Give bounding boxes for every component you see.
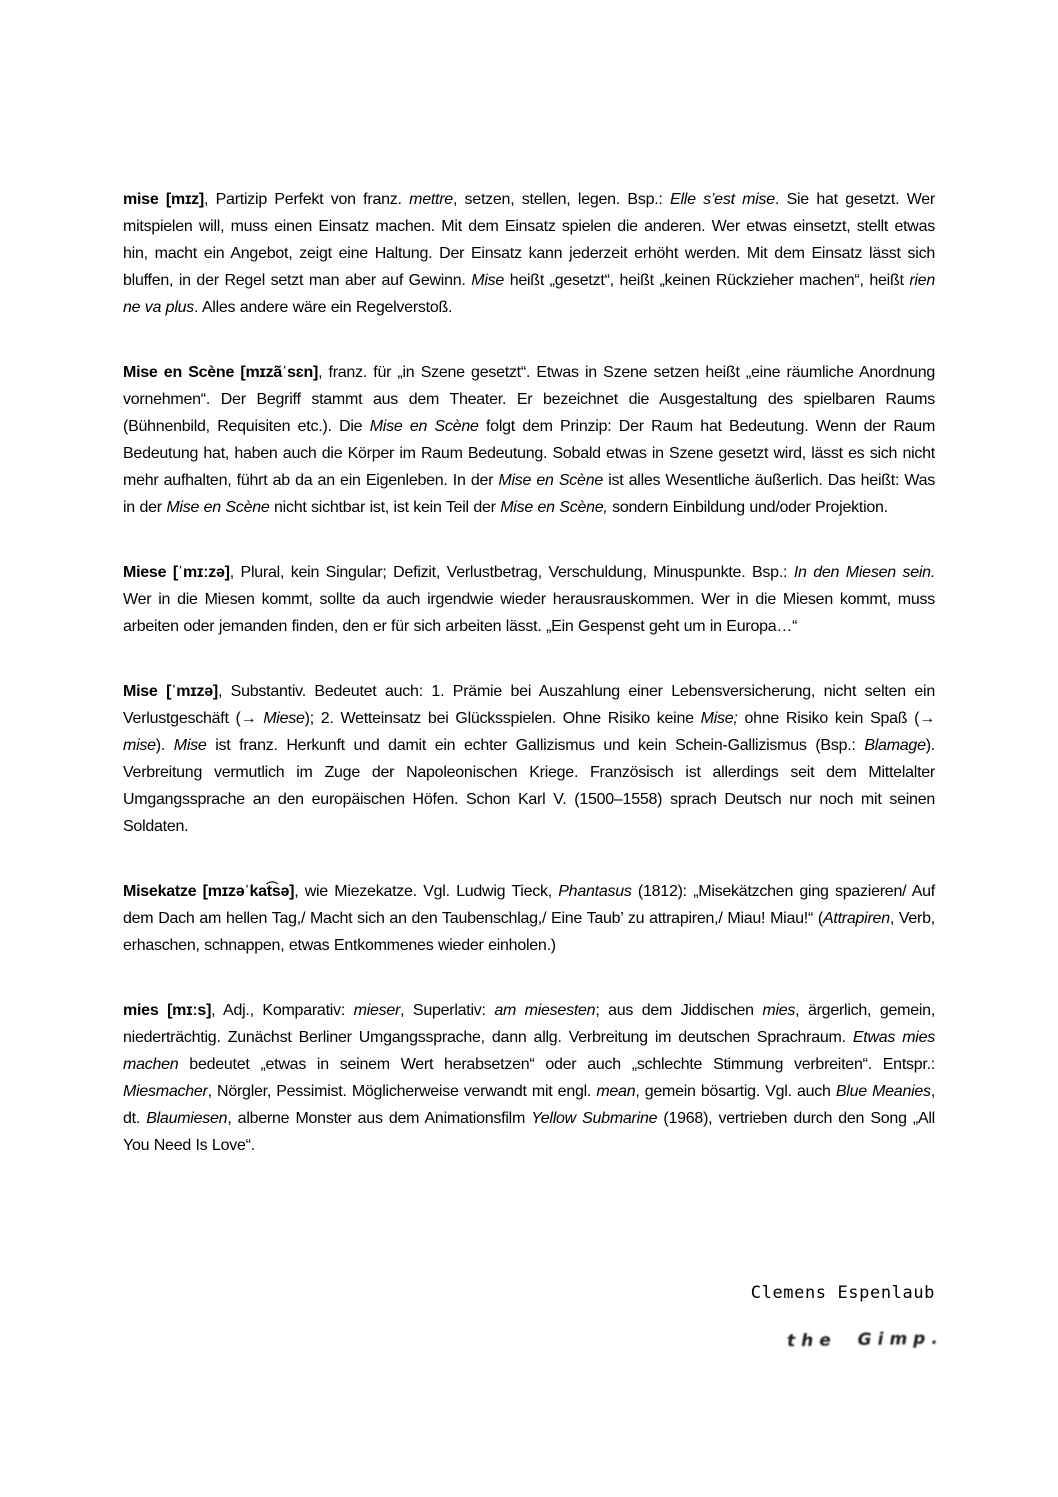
dictionary-entry-mise-partizip (123, 186, 935, 321)
entry-text: Mise (173, 737, 207, 754)
entry-phonetic: [mɪzãˈsɛn] (240, 364, 319, 381)
entry-text: mieser (353, 1002, 401, 1019)
entry-headword: Mise en Scène (123, 364, 241, 381)
entry-text: sondern Einbildung und/oder Projektion. (607, 499, 888, 516)
entry-text: Yellow Submarine (531, 1110, 658, 1127)
gimp-stamp: the Gimp. (787, 1328, 945, 1352)
entry-text: , ärgerlich, gemein, niederträchtig. Zunächst Berliner Umgangssprache, dann allg. Verbreitung im deutschen Sprachraum. (123, 1002, 936, 1046)
entry-text: , Verb, erhaschen, schnappen, etwas Entkommenes wieder einholen.) (123, 910, 935, 954)
entry-text: Mise en Scène (369, 418, 479, 435)
entry-text: ist alles Wesentliche äußerlich. Das heißt: Was in der (123, 472, 936, 516)
entry-text: , Partizip Perfekt von franz. (204, 191, 410, 208)
entry-text: , gemein bösartig. Vgl. auch (635, 1083, 836, 1100)
dictionary-entries (123, 186, 935, 1197)
author-signature: Clemens Espenlaub (750, 1283, 935, 1303)
dictionary-entry-mise-en-scene (123, 359, 935, 521)
dictionary-entry-misekatze (123, 878, 935, 959)
entry-text: rien ne va plus (123, 272, 935, 316)
dictionary-entry-miese (123, 559, 935, 640)
entry-text: , Substantiv. Bedeutet auch: 1. Prämie bei Auszahlung einer Lebensversicherung, nicht selten ein Verlustgeschäft (→ (123, 683, 935, 727)
entry-phonetic: [mɪːs] (167, 1002, 212, 1019)
entry-text: ; aus dem Jiddischen (595, 1002, 763, 1019)
entry-text: Mise en Scène (166, 499, 270, 516)
entry-text: Mise; (700, 710, 738, 727)
entry-text: ). (155, 737, 174, 754)
entry-text: . Sie hat gesetzt. Wer mitspielen will, muss einen Einsatz machen. Mit dem Einsatz spielen die anderen. Wer etwas einsetzt, stellt etwas hin, macht ein Angebot, zeigt eine Haltung. Der Einsatz kann jederzeit erhöht werden. Mit dem Einsatz lässt sich bluffen, in der Regel setzt man aber auf Gewinn. (123, 191, 935, 289)
entry-text: ); 2. Wetteinsatz bei Glücksspielen. Ohne Risiko keine (304, 710, 701, 727)
entry-text: Miesmacher (123, 1083, 208, 1100)
entry-text: Attrapiren (822, 910, 890, 927)
entry-text: ohne Risiko kein Spaß (→ (737, 710, 936, 727)
entry-phonetic: [mɪz] (165, 191, 205, 208)
entry-text: , wie Miezekatze. Vgl. Ludwig Tieck, (294, 883, 559, 900)
entry-text: ). Verbreitung vermutlich im Zuge der Napoleonischen Kriege. Französisch ist allerdings seit dem Mittelalter Umgangssprache an den europäischen Höfen. Schon Karl V. (1500–1558) sprach Deutsch nur noch mit seinen Soldaten. (123, 737, 935, 835)
entry-text: mettre (409, 191, 453, 208)
entry-text: , Adj., Komparativ: (211, 1002, 354, 1019)
entry-text: , setzen, stellen, legen. Bsp.: (452, 191, 671, 208)
entry-text: , Plural, kein Singular; Defizit, Verlustbetrag, Verschuldung, Minuspunkte. Bsp.: (229, 564, 794, 581)
entry-phonetic: [mɪzəˈkat͡sə] (202, 883, 295, 900)
entry-text: Phantasus (558, 883, 632, 900)
entry-text: , Nörgler, Pessimist. Möglicherweise verwandt mit engl. (207, 1083, 597, 1100)
entry-text: Etwas mies machen (123, 1029, 935, 1073)
entry-text: , dt. (123, 1083, 936, 1127)
entry-text: , franz. für „in Szene gesetzt“. Etwas in Szene setzen heißt „eine räumliche Anordnung vornehmen“. Der Begriff stammt aus dem Theater. Er bezeichnet die Ausgestaltung des spielbaren Raums (Bühnenbild, Requisiten etc.). Die (123, 364, 936, 435)
entry-text: Blue Meanies (835, 1083, 931, 1100)
entry-headword: mies (123, 1002, 168, 1019)
entry-headword: Mise (123, 683, 167, 700)
entry-text: mies (762, 1002, 796, 1019)
entry-text: mise (123, 737, 156, 754)
entry-text: Wer in die Miesen kommt, sollte da auch irgendwie wieder herausrauskommen. Wer in die Miesen kommt, muss arbeiten oder jemanden finden, den er für sich arbeiten lässt. „Ein Gespenst geht um in Europa…“ (123, 591, 935, 635)
entry-text: , alberne Monster aus dem Animationsfilm (227, 1110, 532, 1127)
entry-text: Blamage (864, 737, 926, 754)
dictionary-entry-mies (123, 997, 935, 1159)
entry-headword: mise (123, 191, 166, 208)
entry-text: (1812): „Misekätzchen ging spazieren/ Auf dem Dach am hellen Tag,/ Macht sich an den Taubenschlag,/ Eine Taub’ zu attrapiren,/ Miau! Miau!“ ( (123, 883, 936, 927)
dictionary-entry-mise-substantiv (123, 678, 935, 840)
entry-text: In den Miesen sein. (793, 564, 936, 581)
entry-text: Mise en Scène (498, 472, 604, 489)
entry-text: mean (596, 1083, 636, 1100)
entry-text: folgt dem Prinzip: Der Raum hat Bedeutung. Wenn der Raum Bedeutung hat, haben auch die Körper im Raum Bedeutung. Sobald etwas in Szene gesetzt wird, lässt es sich nicht mehr aufhalten, führt ab da an ein Eigenleben. In der (123, 418, 936, 489)
entry-headword: Miese (123, 564, 173, 581)
entry-text: . Alles andere wäre ein Regelverstoß. (194, 299, 453, 316)
entry-text: (1968), vertrieben durch den Song „All You Need Is Love“. (123, 1110, 935, 1154)
entry-text: Miese (263, 710, 305, 727)
entry-text: heißt „gesetzt“, heißt „keinen Rückzieher machen“, heißt (504, 272, 910, 289)
entry-text: Mise (471, 272, 505, 289)
entry-text: bedeutet „etwas in seinem Wert herabsetzen“ oder auch „schlechte Stimmung verbreiten“. Entspr.: (178, 1056, 935, 1073)
entry-text: Mise en Scène, (500, 499, 608, 516)
entry-text: Blaumiesen (146, 1110, 228, 1127)
entry-text: ist franz. Herkunft und damit ein echter Gallizismus und kein Schein-Gallizismus (Bsp.: (206, 737, 865, 754)
entry-phonetic: [ˈmɪːzə] (172, 564, 230, 581)
entry-text: nicht sichtbar ist, ist kein Teil der (269, 499, 501, 516)
entry-text: Elle s’est mise (670, 191, 775, 208)
entry-phonetic: [ˈmɪzə] (166, 683, 218, 700)
entry-text: , Superlativ: (400, 1002, 495, 1019)
entry-headword: Misekatze (123, 883, 203, 900)
entry-text: am miesesten (494, 1002, 596, 1019)
